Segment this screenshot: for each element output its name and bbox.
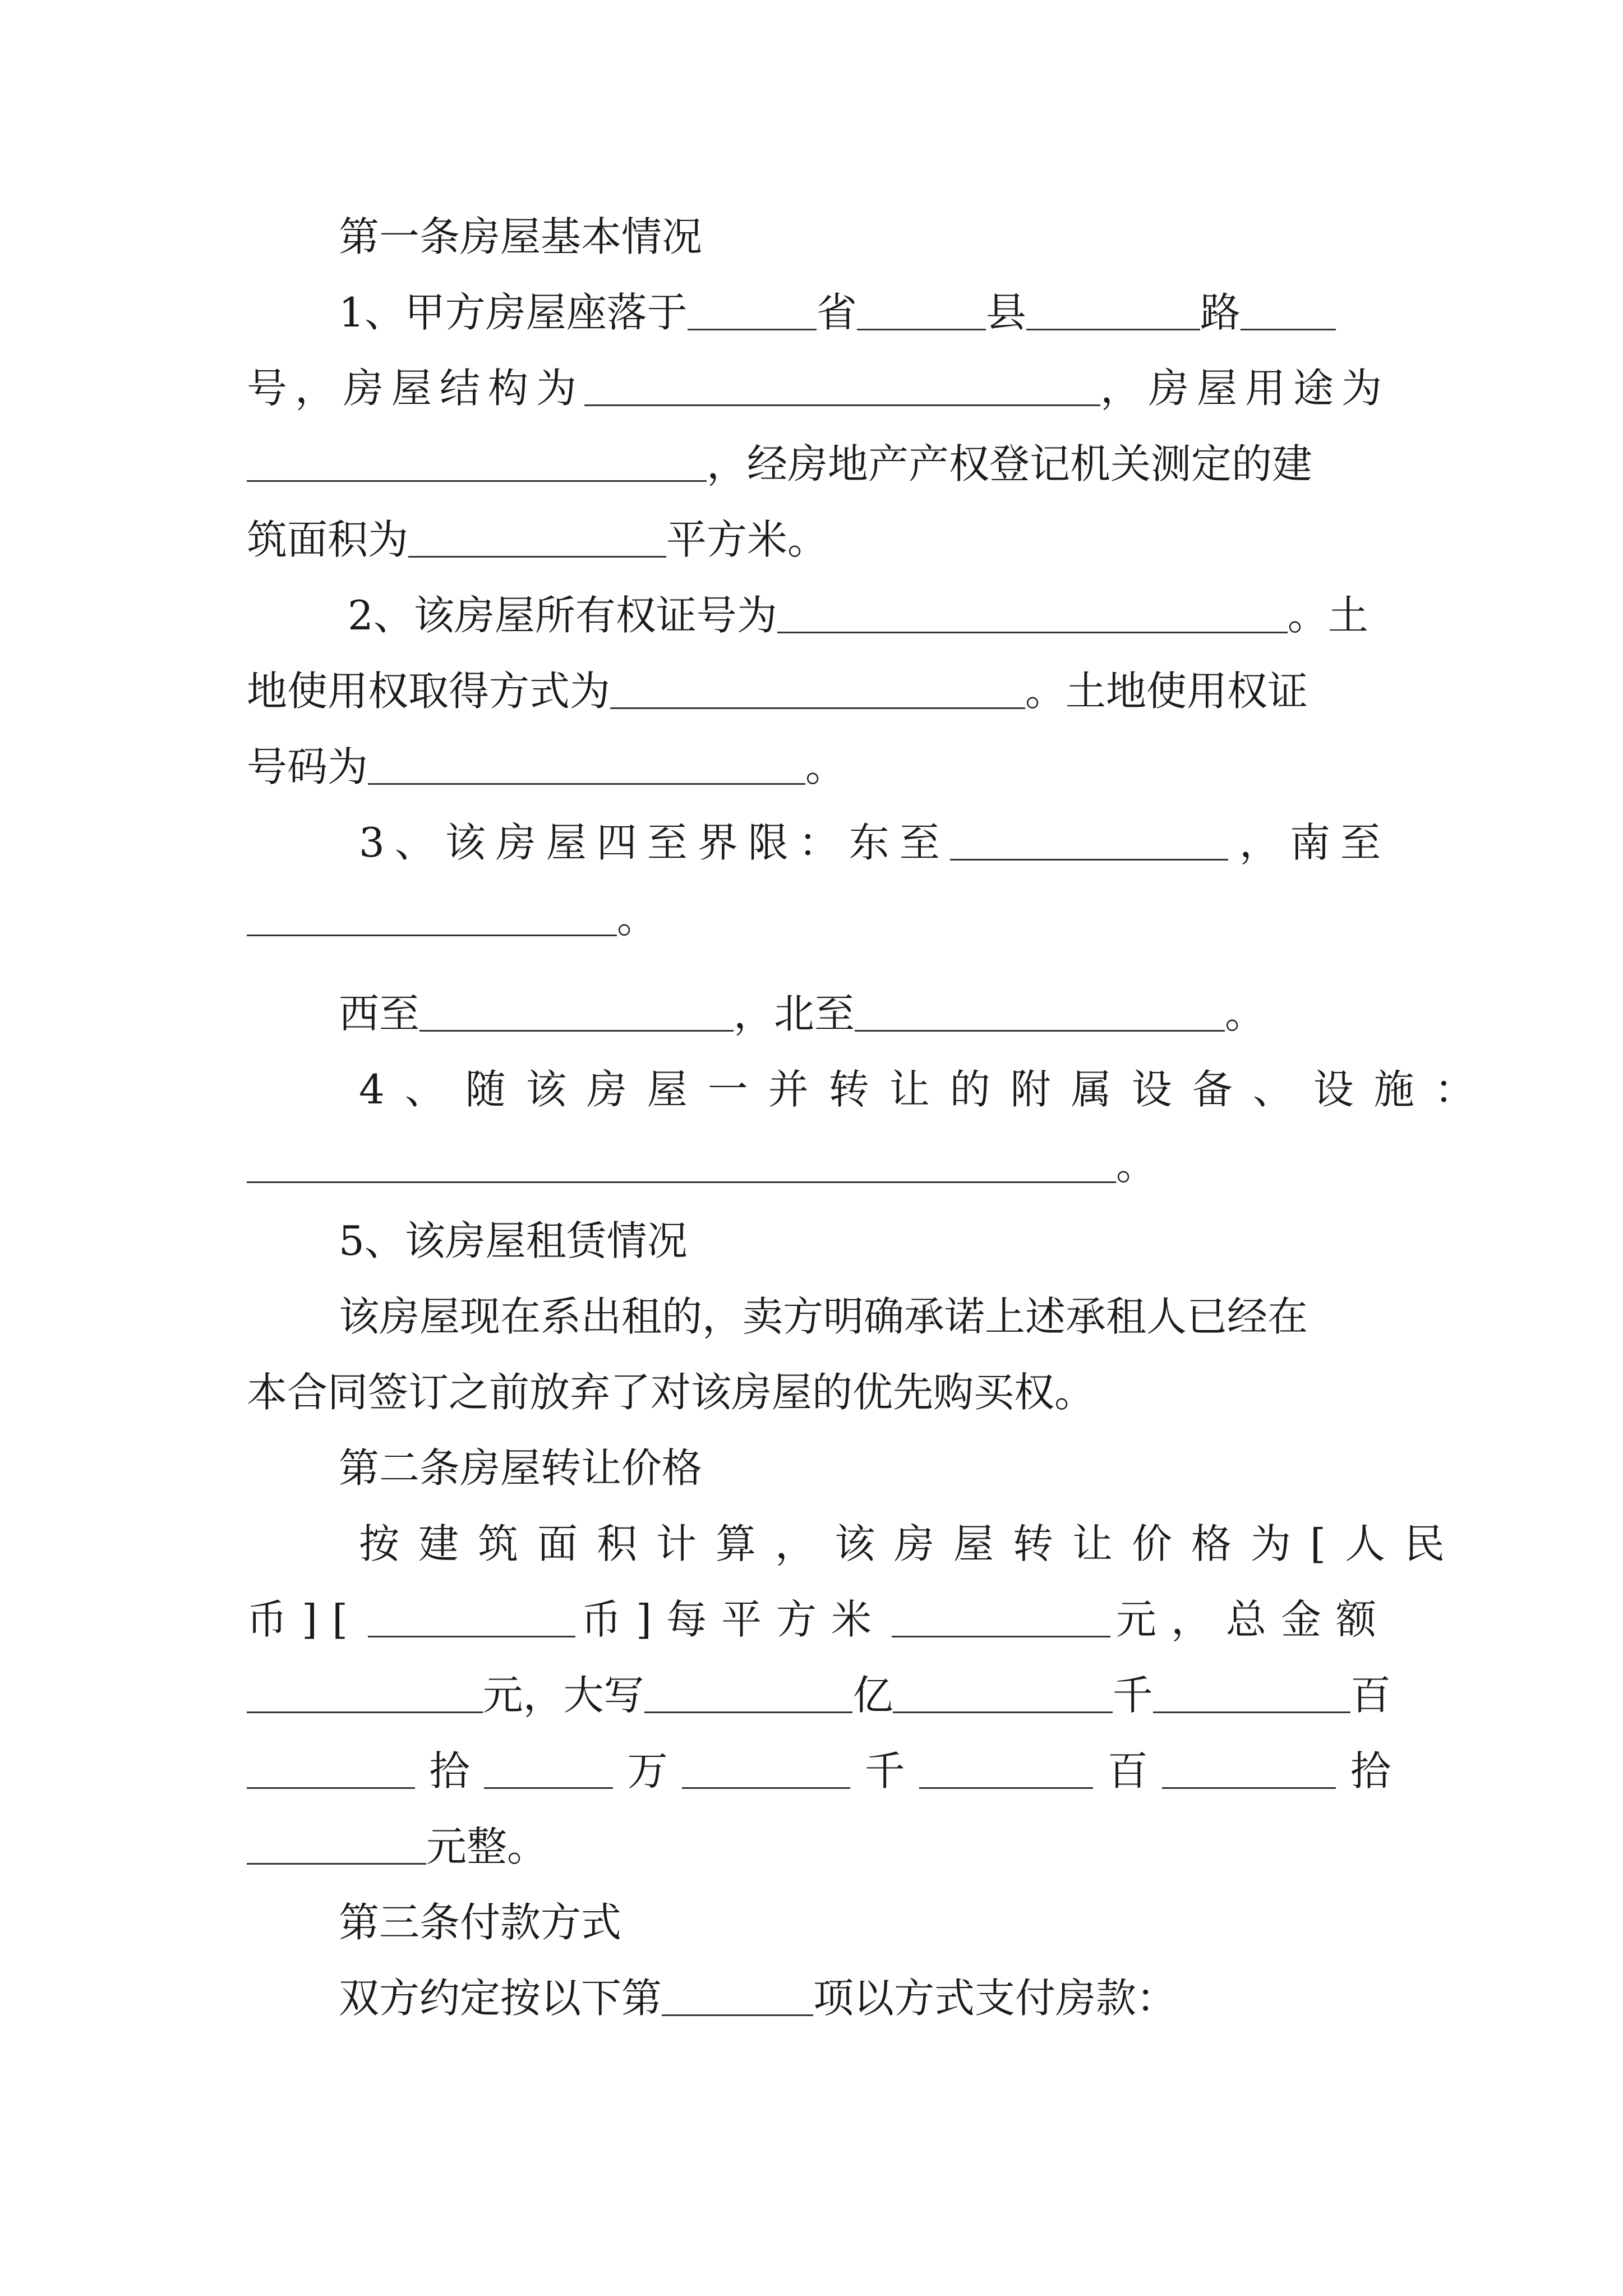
qian-blank-2[interactable] <box>682 1787 850 1789</box>
area-blank[interactable] <box>408 556 666 558</box>
boundary-line-2: 西至 ，北至 。 <box>339 990 1266 1037</box>
price-line-4: 拾 万 千 百 拾 <box>247 1742 1391 1800</box>
structure-blank[interactable] <box>584 404 1100 406</box>
bai-blank-2[interactable] <box>919 1787 1093 1789</box>
province-blank[interactable] <box>688 329 817 330</box>
certificate-line: 2、该房屋所有权证号为 。土 <box>348 592 1368 639</box>
attachments-blank-line: 。 <box>247 1136 1391 1194</box>
land-certificate-blank[interactable] <box>368 783 805 785</box>
road-blank[interactable] <box>1026 329 1200 330</box>
bai-blank-1[interactable] <box>1153 1711 1350 1713</box>
number-blank[interactable] <box>1241 329 1336 330</box>
north-blank[interactable] <box>855 1030 1225 1032</box>
section-1-title: 第一条房屋基本情况 <box>339 213 703 260</box>
location-line: 1、甲方房屋座落于 省 县 路 <box>339 283 1391 342</box>
land-certificate-line: 号码为 。 <box>247 743 846 790</box>
payment-line: 双方约定按以下第 项以方式支付房款： <box>339 1975 1177 2022</box>
payment-option-blank[interactable] <box>662 2014 813 2016</box>
yi-blank[interactable] <box>644 1711 853 1713</box>
unit-price-blank[interactable] <box>892 1636 1110 1637</box>
lease-text-1: 该房屋现在系出租的，卖方明确承诺上述承租人已经在 <box>339 1293 1308 1340</box>
price-line-1: 按建筑面积计算，该房屋转让价格为[人民 <box>359 1520 1464 1567</box>
usage-blank[interactable] <box>247 480 707 482</box>
total-amount-blank[interactable] <box>247 1711 483 1713</box>
county-blank[interactable] <box>857 329 986 330</box>
east-blank[interactable] <box>950 859 1228 861</box>
boundary-line-1: 3、该房屋四至界限：东至 ，南至 <box>359 819 1391 866</box>
certificate-blank[interactable] <box>777 632 1288 633</box>
structure-line: 号，房屋结构为 ，房屋用途为 <box>247 365 1390 412</box>
yuan-blank[interactable] <box>247 1863 426 1865</box>
south-blank[interactable] <box>247 935 617 936</box>
usage-line: ，经房地产产权登记机关测定的建 <box>247 435 1391 493</box>
section-2-title: 第二条房屋转让价格 <box>339 1444 703 1492</box>
attachments-blank[interactable] <box>247 1181 1116 1183</box>
west-blank[interactable] <box>419 1030 734 1032</box>
price-line-3: 元，大写 亿 千 百 <box>247 1666 1391 1724</box>
price-line-5: 元整。 <box>247 1818 1391 1876</box>
lease-title-line: 5、该房屋租赁情况 <box>339 1217 688 1264</box>
shi-blank-2[interactable] <box>1162 1787 1336 1789</box>
attachments-line: 4、随该房屋一并转让的附属设备、设施： <box>359 1066 1495 1113</box>
price-line-2: 币][ 币]每平方米 元，总金额 <box>247 1596 1391 1643</box>
area-line: 筑面积为 平方米。 <box>247 516 828 563</box>
section-3-title: 第三条付款方式 <box>339 1899 622 1946</box>
wan-blank[interactable] <box>484 1787 613 1789</box>
shi-blank-1[interactable] <box>247 1787 415 1789</box>
qian-blank-1[interactable] <box>893 1711 1112 1713</box>
south-line: 。 <box>247 889 1391 947</box>
land-acquisition-blank[interactable] <box>610 707 1025 709</box>
lease-text-2: 本合同签订之前放弃了对该房屋的优先购买权。 <box>247 1369 1095 1416</box>
land-acquisition-line: 地使用权取得方式为 。土地使用权证 <box>247 668 1308 715</box>
currency-blank[interactable] <box>368 1636 575 1637</box>
